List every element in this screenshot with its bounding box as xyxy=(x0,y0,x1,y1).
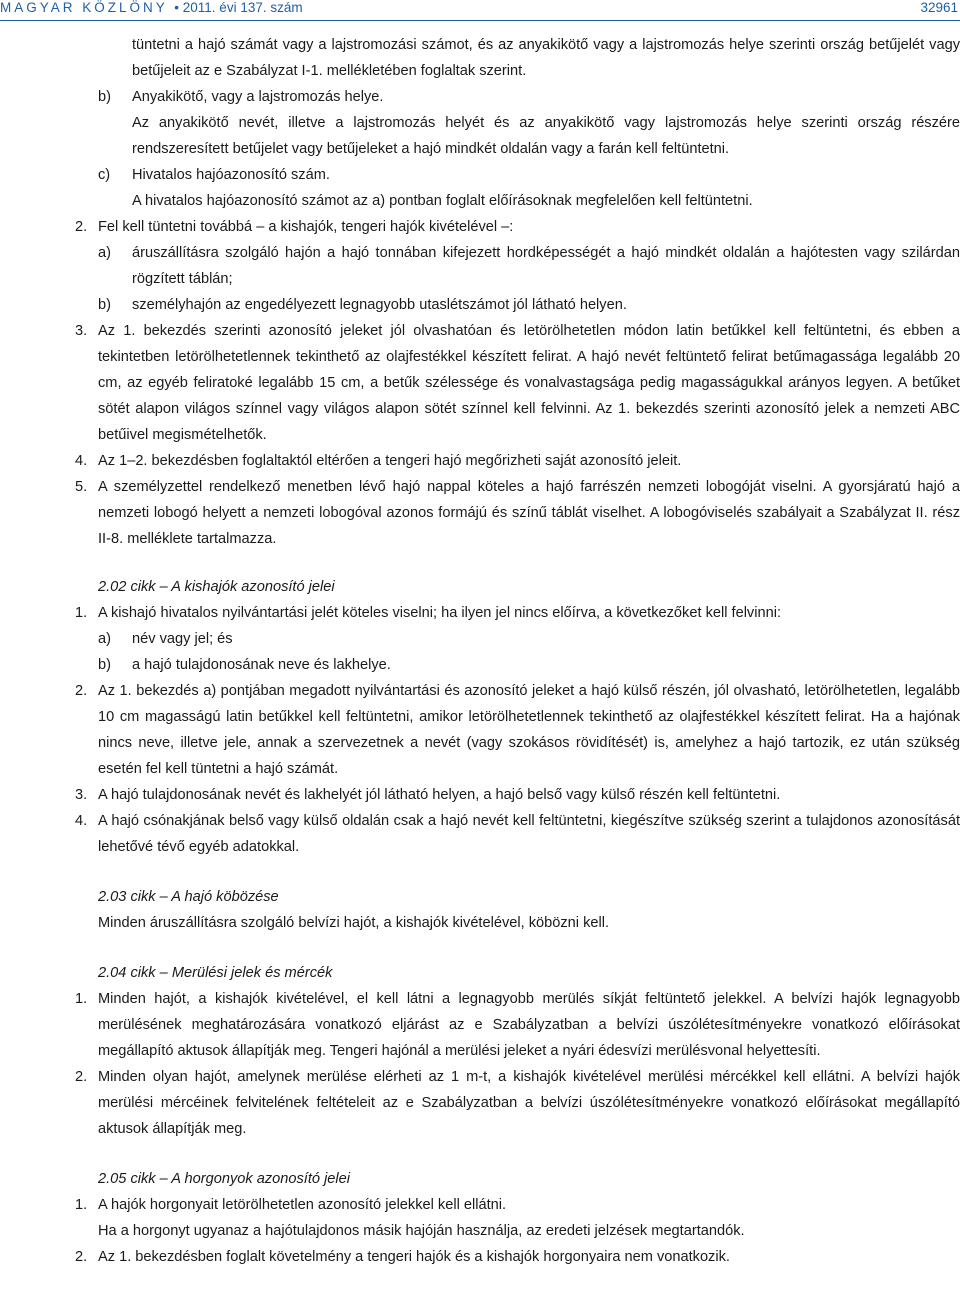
item-label: 4. xyxy=(75,453,88,469)
item-label: 2. xyxy=(75,683,88,699)
section-title: 2.05 cikk – A horgonyok azonosító jelei xyxy=(98,1171,351,1187)
item-text: A hajó tulajdonosának nevét és lakhelyét jól látható helyen, a hajó belső vagy külső részén kell feltüntetni. xyxy=(98,787,781,803)
section-gap xyxy=(0,1142,960,1166)
item-text: Az 1. bekezdés szerinti azonosító jeleket jól olvashatóan és letörölhetetlen módon latin betűkkel kell feltüntetni, és ebben a tekintetben letörölhetetlennek tekinthető az olajfestékkel készített felirat. A hajó nevét feltüntető felirat betűmagassága legalább 20 cm, az egyéb feliratoké legalább 15 cm, a betűk szélessége és vonalvastagsága pedig magasságukkal arányos legyen. A betűket sötét alapon világos színnel vagy világos alapon sötét színnel kell felvinni. Az 1. bekezdés szerinti azonosító jelek a nemzeti ABC betűivel megismételhetők. xyxy=(98,323,960,443)
item-label: a) xyxy=(98,631,111,647)
item-text: név vagy jel; és xyxy=(132,631,233,647)
item-label: b) xyxy=(98,297,111,313)
item-label: 2. xyxy=(75,1069,88,1085)
journal-title xyxy=(0,0,303,15)
item-label: 1. xyxy=(75,1197,88,1213)
numbered-item xyxy=(0,782,960,808)
item-text: A hajó csónakjának belső vagy külső oldalán csak a hajó nevét kell feltüntetni, kiegészítve szükség szerint a tulajdonos azonosítását lehetővé tévő egyéb adatokkal. xyxy=(98,813,960,855)
item-label: b) xyxy=(98,89,111,105)
numbered-item xyxy=(0,808,960,860)
item-label: 5. xyxy=(75,479,88,495)
paragraph: Minden áruszállításra szolgáló belvízi hajót, a kishajók kivételével, köbözni kell. xyxy=(98,915,610,931)
item-text: Az 1. bekezdés a) pontjában megadott nyilvántartási és azonosító jeleket a hajó külső részén, jól olvasható, letörölhetetlen, legalább 10 cm magasságú latin betűkkel kell feltüntetni, amikor letörölhetetlennek tekinthető az olajfestékkel készített felirat. Ha a hajónak nincs neve, illetve jele, annak a szervezetnek a nevét (vagy szokásos rövidítését) is, amelyhez a hajó tartozik, ez után szükség esetén fel kell tüntetni a hajó számát. xyxy=(98,683,960,777)
numbered-item xyxy=(0,678,960,782)
paragraph: Az anyakikötő nevét, illetve a lajstromozás helyét és az anyakikötő vagy lajstromozás helye szerinti ország részére rendszeresített betűjelet vagy betűjeleket a hajó mindkét oldalán vagy a farán kell feltüntetni. xyxy=(132,115,960,157)
paragraph: Ha a horgonyt ugyanaz a hajótulajdonos másik hajóján használja, az eredeti jelzések megtartandók. xyxy=(98,1223,745,1239)
item-text: személyhajón az engedélyezett legnagyobb utaslétszámot jól látható helyen. xyxy=(132,297,627,313)
list-item xyxy=(0,240,960,292)
item-label: 3. xyxy=(75,323,88,339)
item-text: Fel kell tüntetni továbbá – a kishajók, tengeri hajók kivételével –: xyxy=(98,219,514,235)
section-title: 2.02 cikk – A kishajók azonosító jelei xyxy=(98,579,335,595)
numbered-item xyxy=(0,448,960,474)
item-text: Minden olyan hajót, amelynek merülése elérheti az 1 m-t, a kishajók kivételével merülési mércékkel kell ellátni. A belvízi hajók merülési mércéinek felvitelének feltételeit az e Szabályzatban a belvízi úszólétesítményekre vonatkozó előírásokat megállapító aktusok állapítják meg. xyxy=(98,1069,960,1137)
item-label: c) xyxy=(98,167,111,183)
numbered-item xyxy=(0,318,960,448)
numbered-item xyxy=(0,1244,960,1270)
item-text: áruszállításra szolgáló hajón a hajó tonnában kifejezett hordképességét a hajó mindkét oldalán a hajótesten vagy szilárdan rögzített táblán; xyxy=(132,245,960,287)
item-text: Az 1. bekezdésben foglalt követelmény a tengeri hajók és a kishajók horgonyaira nem vonatkozik. xyxy=(98,1249,730,1265)
item-text: A személyzettel rendelkező menetben lévő hajó nappal köteles a hajó farrészén nemzeti lobogóját viselni. A gyorsjáratú hajó a nemzeti lobogó helyett a nemzeti lobogóval azonos formájú és színű táblát viselhet. A lobogóviselés szabályait a Szabályzat II. rész II-8. melléklete tartalmazza. xyxy=(98,479,960,547)
section-gap xyxy=(0,552,960,574)
numbered-item xyxy=(0,986,960,1064)
numbered-item xyxy=(0,474,960,552)
item-label: 1. xyxy=(75,605,88,621)
journal-issue: • 2011. évi 137. szám xyxy=(174,0,303,15)
item-label: 3. xyxy=(75,787,88,803)
list-item xyxy=(0,162,960,188)
item-text: A kishajó hivatalos nyilvántartási jelét köteles viselni; ha ilyen jel nincs előírva, a következőket kell felvinni: xyxy=(98,605,782,621)
numbered-item xyxy=(0,1192,960,1218)
section-title: 2.03 cikk – A hajó köbözése xyxy=(98,889,279,905)
section-gap xyxy=(0,860,960,884)
item-text: Minden hajót, a kishajók kivételével, el kell látni a legnagyobb merülés síkját feltüntető jelekkel. A belvízi hajók legnagyobb merülésének meghatározására vonatkozó eljárást az e Szabályzatban a belvízi úszólétesítményekre vonatkozó előírásokat megállapító aktusok állapítják meg. Tengeri hajónál a merülési jeleket a nyári édesvízi merülésvonal helyettesíti. xyxy=(98,991,960,1059)
page-header xyxy=(0,0,960,22)
item-label: 2. xyxy=(75,219,88,235)
document-body xyxy=(0,32,960,1270)
item-text: Anyakikötő, vagy a lajstromozás helye. xyxy=(132,89,384,105)
item-label: 2. xyxy=(75,1249,88,1265)
item-text: a hajó tulajdonosának neve és lakhelye. xyxy=(132,657,391,673)
page-number: 32961 xyxy=(920,0,958,15)
item-label: b) xyxy=(98,657,111,673)
section-gap xyxy=(0,936,960,960)
item-label: 4. xyxy=(75,813,88,829)
header-rule xyxy=(0,20,960,21)
paragraph: A hivatalos hajóazonosító számot az a) pontban foglalt előírásoknak megfelelően kell feltüntetni. xyxy=(132,193,753,209)
item-label: 1. xyxy=(75,991,88,1007)
item-text: Hivatalos hajóazonosító szám. xyxy=(132,167,330,183)
paragraph: tüntetni a hajó számát vagy a lajstromozási számot, és az anyakikötő vagy a lajstromozás helye szerinti ország betűjelét vagy betűjeleit az e Szabályzat I-1. mellékletében foglaltak szerint. xyxy=(132,37,960,79)
item-label: a) xyxy=(98,245,111,261)
item-text: Az 1–2. bekezdésben foglaltaktól eltérően a tengeri hajó megőrizheti saját azonosító jeleit. xyxy=(98,453,682,469)
journal-name: MAGYAR KÖZLÖNY xyxy=(0,0,168,15)
numbered-item xyxy=(0,1064,960,1142)
list-item xyxy=(0,626,960,652)
item-text: A hajók horgonyait letörölhetetlen azonosító jelekkel kell ellátni. xyxy=(98,1197,507,1213)
numbered-item xyxy=(0,600,960,626)
numbered-item xyxy=(0,214,960,240)
list-item xyxy=(0,84,960,110)
section-title: 2.04 cikk – Merülési jelek és mércék xyxy=(98,965,333,981)
list-item xyxy=(0,652,960,678)
list-item xyxy=(0,292,960,318)
